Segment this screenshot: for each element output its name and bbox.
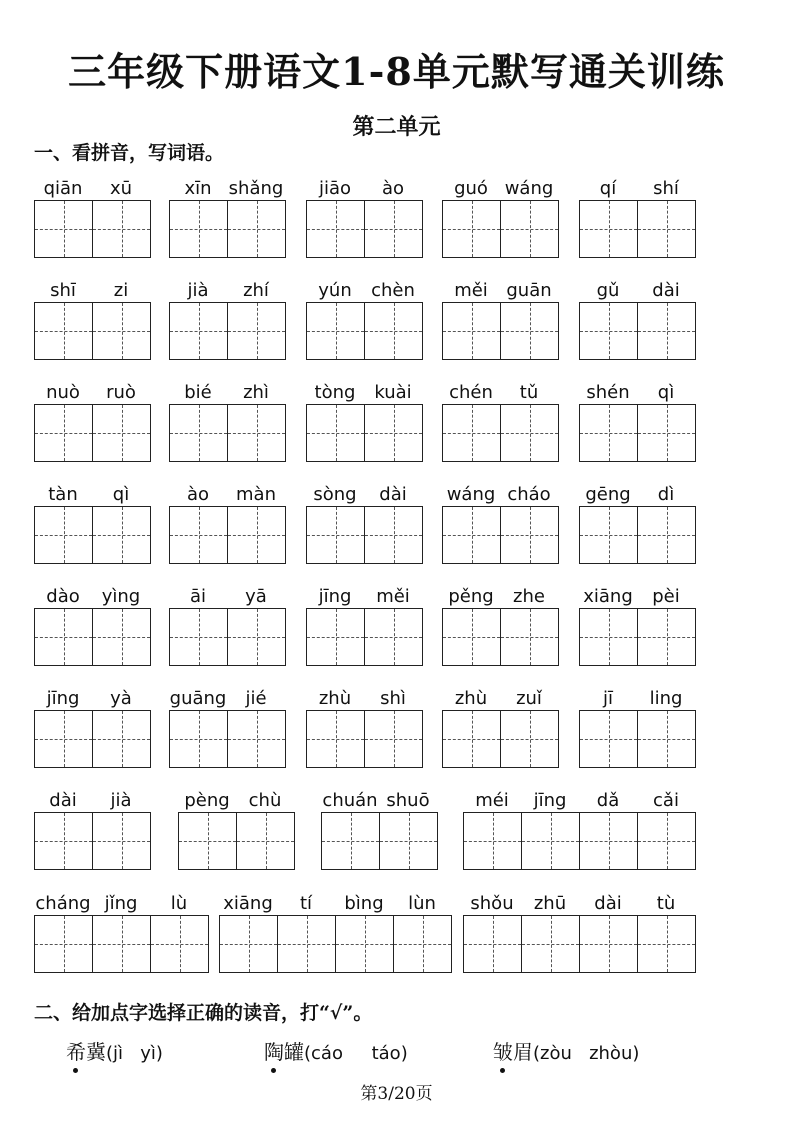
pinyin-syllable: āi <box>189 586 207 607</box>
writing-box <box>34 915 209 973</box>
writing-cell[interactable] <box>35 507 92 563</box>
writing-cell[interactable] <box>307 609 364 665</box>
writing-cell[interactable] <box>500 711 558 767</box>
writing-box <box>442 200 559 258</box>
pinyin-syllable: zhe <box>513 586 545 607</box>
writing-cell[interactable] <box>364 405 422 461</box>
writing-box <box>34 200 151 258</box>
pinyin-syllable: jīng <box>318 586 352 607</box>
pinyin-syllable: shì <box>380 688 406 709</box>
writing-cell[interactable] <box>35 813 92 869</box>
writing-cell[interactable] <box>35 916 92 972</box>
emphasis-dot <box>500 1068 505 1073</box>
pinyin-syllable: zi <box>113 280 129 301</box>
writing-cell[interactable] <box>443 711 500 767</box>
writing-cell[interactable] <box>443 201 500 257</box>
pinyin-syllable: zhū <box>533 893 567 914</box>
writing-box <box>34 710 151 768</box>
reading-option[interactable]: yì <box>140 1043 156 1064</box>
unit-title: 第二单元 <box>352 114 441 140</box>
writing-box <box>34 812 151 870</box>
writing-cell[interactable] <box>227 303 285 359</box>
writing-cell[interactable] <box>500 405 558 461</box>
pinyin-syllable: jīng <box>46 688 80 709</box>
writing-box <box>579 506 696 564</box>
writing-box <box>306 506 423 564</box>
writing-cell[interactable] <box>307 507 364 563</box>
pinyin-syllable: shí <box>653 178 679 199</box>
pinyin-syllable: dài <box>49 790 77 811</box>
writing-box <box>169 608 286 666</box>
writing-cell[interactable] <box>227 507 285 563</box>
pinyin-syllable: sòng <box>313 484 357 505</box>
pinyin-syllable: bìng <box>344 893 384 914</box>
writing-cell[interactable] <box>92 916 150 972</box>
pinyin-syllable: yìng <box>101 586 141 607</box>
pinyin-syllable: guāng <box>169 688 227 709</box>
pinyin-syllable: gēng <box>585 484 631 505</box>
writing-box <box>169 302 286 360</box>
writing-cell[interactable] <box>379 813 437 869</box>
writing-cell[interactable] <box>92 507 150 563</box>
writing-box <box>579 404 696 462</box>
pinyin-syllable: ào <box>186 484 210 505</box>
pinyin-syllable: qì <box>112 484 130 505</box>
pinyin-syllable: shuō <box>386 790 430 811</box>
pinyin-syllable: zhù <box>318 688 352 709</box>
writing-cell[interactable] <box>443 507 500 563</box>
page-title: 三年级下册语文1-8单元默写通关训练 <box>68 49 725 94</box>
writing-cell[interactable] <box>150 916 208 972</box>
writing-cell[interactable] <box>322 813 379 869</box>
pinyin-syllable: shén <box>586 382 630 403</box>
pinyin-syllable: nuò <box>46 382 80 403</box>
writing-cell[interactable] <box>179 813 236 869</box>
reading-option[interactable]: zòu <box>540 1043 572 1064</box>
pinyin-syllable: jī <box>602 688 613 709</box>
writing-cell[interactable] <box>307 711 364 767</box>
pinyin-syllable: xīn <box>184 178 212 199</box>
pinyin-syllable: tù <box>656 893 676 914</box>
writing-cell[interactable] <box>500 507 558 563</box>
writing-cell[interactable] <box>637 609 695 665</box>
pinyin-syllable: xū <box>109 178 133 199</box>
reading-choice-row <box>0 1038 793 1072</box>
pinyin-syllable: qiān <box>43 178 83 199</box>
pinyin-syllable: pěng <box>448 586 494 607</box>
writing-cell[interactable] <box>443 609 500 665</box>
reading-choice-item: 皱眉 (zòu zhòu) <box>493 1038 639 1068</box>
pinyin-syllable: dì <box>657 484 675 505</box>
pinyin-syllable: yún <box>318 280 352 301</box>
writing-box <box>169 710 286 768</box>
pinyin-syllable: dài <box>652 280 680 301</box>
writing-box <box>34 302 151 360</box>
writing-cell[interactable] <box>364 201 422 257</box>
writing-cell[interactable] <box>307 303 364 359</box>
reading-option[interactable]: cáo <box>311 1043 343 1064</box>
writing-box <box>579 302 696 360</box>
writing-cell[interactable] <box>236 813 294 869</box>
writing-cell[interactable] <box>220 916 277 972</box>
pinyin-syllable: zhì <box>243 382 269 403</box>
writing-cell[interactable] <box>364 303 422 359</box>
pinyin-syllable: qí <box>599 178 617 199</box>
writing-cell[interactable] <box>170 303 227 359</box>
pinyin-syllable: wáng <box>504 178 554 199</box>
writing-cell[interactable] <box>637 405 695 461</box>
pinyin-syllable: jǐng <box>104 893 138 914</box>
pinyin-syllable: guān <box>506 280 552 301</box>
writing-cell[interactable] <box>92 405 150 461</box>
writing-box <box>219 915 452 973</box>
pinyin-syllable: dǎ <box>596 790 620 811</box>
writing-box <box>321 812 438 870</box>
writing-cell[interactable] <box>637 813 695 869</box>
pinyin-syllable: lùn <box>408 893 436 914</box>
writing-cell[interactable] <box>464 916 521 972</box>
writing-cell[interactable] <box>579 916 637 972</box>
writing-cell[interactable] <box>364 609 422 665</box>
writing-cell[interactable] <box>580 711 637 767</box>
pinyin-syllable: dào <box>46 586 80 607</box>
writing-box <box>579 200 696 258</box>
writing-cell[interactable] <box>92 711 150 767</box>
writing-cell[interactable] <box>464 813 521 869</box>
reading-choice-item: 希冀 (jì yì) <box>66 1038 163 1068</box>
pinyin-syllable: wáng <box>446 484 496 505</box>
writing-cell[interactable] <box>227 405 285 461</box>
writing-cell[interactable] <box>227 711 285 767</box>
pinyin-syllable: jià <box>187 280 209 301</box>
pinyin-syllable: dài <box>379 484 407 505</box>
pinyin-syllable: shǎng <box>228 178 284 199</box>
writing-cell[interactable] <box>35 405 92 461</box>
pinyin-syllable: jiāo <box>318 178 352 199</box>
pinyin-syllable: zuǐ <box>516 688 542 709</box>
writing-cell[interactable] <box>170 711 227 767</box>
writing-cell[interactable] <box>580 303 637 359</box>
writing-cell[interactable] <box>500 609 558 665</box>
pinyin-syllable: pèi <box>652 586 680 607</box>
writing-cell[interactable] <box>580 201 637 257</box>
writing-box <box>306 302 423 360</box>
writing-cell[interactable] <box>92 201 150 257</box>
pinyin-syllable: měi <box>376 586 410 607</box>
writing-cell[interactable] <box>227 201 285 257</box>
reading-choice-word: 希冀 <box>66 1038 106 1066</box>
pinyin-syllable: cháng <box>35 893 91 914</box>
writing-cell[interactable] <box>579 813 637 869</box>
writing-box <box>442 608 559 666</box>
pinyin-syllable: cháo <box>507 484 551 505</box>
writing-cell[interactable] <box>170 609 227 665</box>
writing-cell[interactable] <box>335 916 393 972</box>
pinyin-syllable: ruò <box>106 382 136 403</box>
writing-cell[interactable] <box>35 711 92 767</box>
reading-option[interactable]: táo <box>371 1043 401 1064</box>
writing-cell[interactable] <box>307 201 364 257</box>
writing-cell[interactable] <box>92 813 150 869</box>
pinyin-syllable: ào <box>381 178 405 199</box>
pinyin-syllable: tàn <box>48 484 78 505</box>
pinyin-syllable: màn <box>236 484 276 505</box>
writing-cell[interactable] <box>364 711 422 767</box>
pinyin-syllable: shī <box>50 280 76 301</box>
writing-cell[interactable] <box>637 303 695 359</box>
writing-box <box>34 404 151 462</box>
pinyin-syllable: lù <box>170 893 188 914</box>
section1-heading: 一、看拼音，写词语。 <box>34 142 225 164</box>
writing-box <box>442 710 559 768</box>
writing-cell[interactable] <box>170 405 227 461</box>
reading-choice-word: 皱眉 <box>493 1038 533 1066</box>
pinyin-syllable: tí <box>299 893 313 914</box>
pinyin-syllable: zhí <box>243 280 269 301</box>
reading-choice-item: 陶罐 (cáo táo) <box>264 1038 408 1068</box>
writing-cell[interactable] <box>227 609 285 665</box>
page-number: 第3/20页 <box>360 1084 433 1104</box>
pinyin-syllable: měi <box>454 280 488 301</box>
writing-cell[interactable] <box>637 711 695 767</box>
writing-cell[interactable] <box>521 813 579 869</box>
writing-cell[interactable] <box>637 507 695 563</box>
pinyin-syllable: chén <box>449 382 493 403</box>
pinyin-syllable: jià <box>110 790 132 811</box>
writing-box <box>169 200 286 258</box>
pinyin-syllable: ling <box>649 688 683 709</box>
writing-cell[interactable] <box>500 303 558 359</box>
writing-box <box>442 302 559 360</box>
pinyin-syllable: tǔ <box>519 382 539 403</box>
reading-choice-word: 陶罐 <box>264 1038 304 1066</box>
writing-cell[interactable] <box>637 916 695 972</box>
writing-box <box>579 710 696 768</box>
writing-box <box>463 915 696 973</box>
pinyin-syllable: jīng <box>533 790 567 811</box>
writing-cell[interactable] <box>443 405 500 461</box>
pinyin-syllable: zhù <box>454 688 488 709</box>
writing-box <box>306 404 423 462</box>
pinyin-syllable: xiāng <box>583 586 633 607</box>
pinyin-syllable: xiāng <box>223 893 273 914</box>
writing-cell[interactable] <box>393 916 451 972</box>
writing-cell[interactable] <box>580 405 637 461</box>
writing-box <box>463 812 696 870</box>
writing-cell[interactable] <box>500 201 558 257</box>
writing-cell[interactable] <box>637 201 695 257</box>
pinyin-syllable: qì <box>657 382 675 403</box>
pinyin-syllable: gǔ <box>596 280 620 301</box>
writing-cell[interactable] <box>92 303 150 359</box>
writing-box <box>178 812 295 870</box>
pinyin-syllable: guó <box>454 178 488 199</box>
pinyin-syllable: yà <box>110 688 132 709</box>
writing-cell[interactable] <box>170 507 227 563</box>
writing-box <box>306 608 423 666</box>
writing-box <box>34 608 151 666</box>
writing-cell[interactable] <box>35 201 92 257</box>
pinyin-syllable: cǎi <box>653 790 679 811</box>
writing-cell[interactable] <box>92 609 150 665</box>
writing-cell[interactable] <box>35 303 92 359</box>
writing-box <box>34 506 151 564</box>
writing-box <box>306 710 423 768</box>
writing-cell[interactable] <box>580 609 637 665</box>
reading-option[interactable]: jì <box>113 1043 124 1064</box>
writing-box <box>169 404 286 462</box>
pinyin-syllable: chèn <box>371 280 415 301</box>
writing-cell[interactable] <box>35 609 92 665</box>
writing-box <box>169 506 286 564</box>
pinyin-syllable: dài <box>594 893 622 914</box>
writing-cell[interactable] <box>443 303 500 359</box>
writing-cell[interactable] <box>170 201 227 257</box>
writing-cell[interactable] <box>580 507 637 563</box>
pinyin-syllable: chù <box>248 790 282 811</box>
emphasis-dot <box>73 1068 78 1073</box>
writing-box <box>442 404 559 462</box>
writing-cell[interactable] <box>307 405 364 461</box>
reading-option[interactable]: zhòu <box>589 1043 633 1064</box>
pinyin-syllable: kuài <box>374 382 412 403</box>
pinyin-syllable: shǒu <box>470 893 514 914</box>
writing-box <box>579 608 696 666</box>
pinyin-syllable: jié <box>245 688 267 709</box>
pinyin-syllable: yā <box>245 586 267 607</box>
section2-heading: 二、给加点字选择正确的读音，打“√”。 <box>34 1002 373 1024</box>
pinyin-syllable: tòng <box>314 382 356 403</box>
writing-cell[interactable] <box>364 507 422 563</box>
pinyin-syllable: méi <box>475 790 509 811</box>
writing-cell[interactable] <box>521 916 579 972</box>
pinyin-syllable: pèng <box>184 790 230 811</box>
pinyin-syllable: bié <box>184 382 212 403</box>
writing-box <box>306 200 423 258</box>
writing-cell[interactable] <box>277 916 335 972</box>
writing-box <box>442 506 559 564</box>
emphasis-dot <box>271 1068 276 1073</box>
pinyin-syllable: chuán <box>322 790 378 811</box>
